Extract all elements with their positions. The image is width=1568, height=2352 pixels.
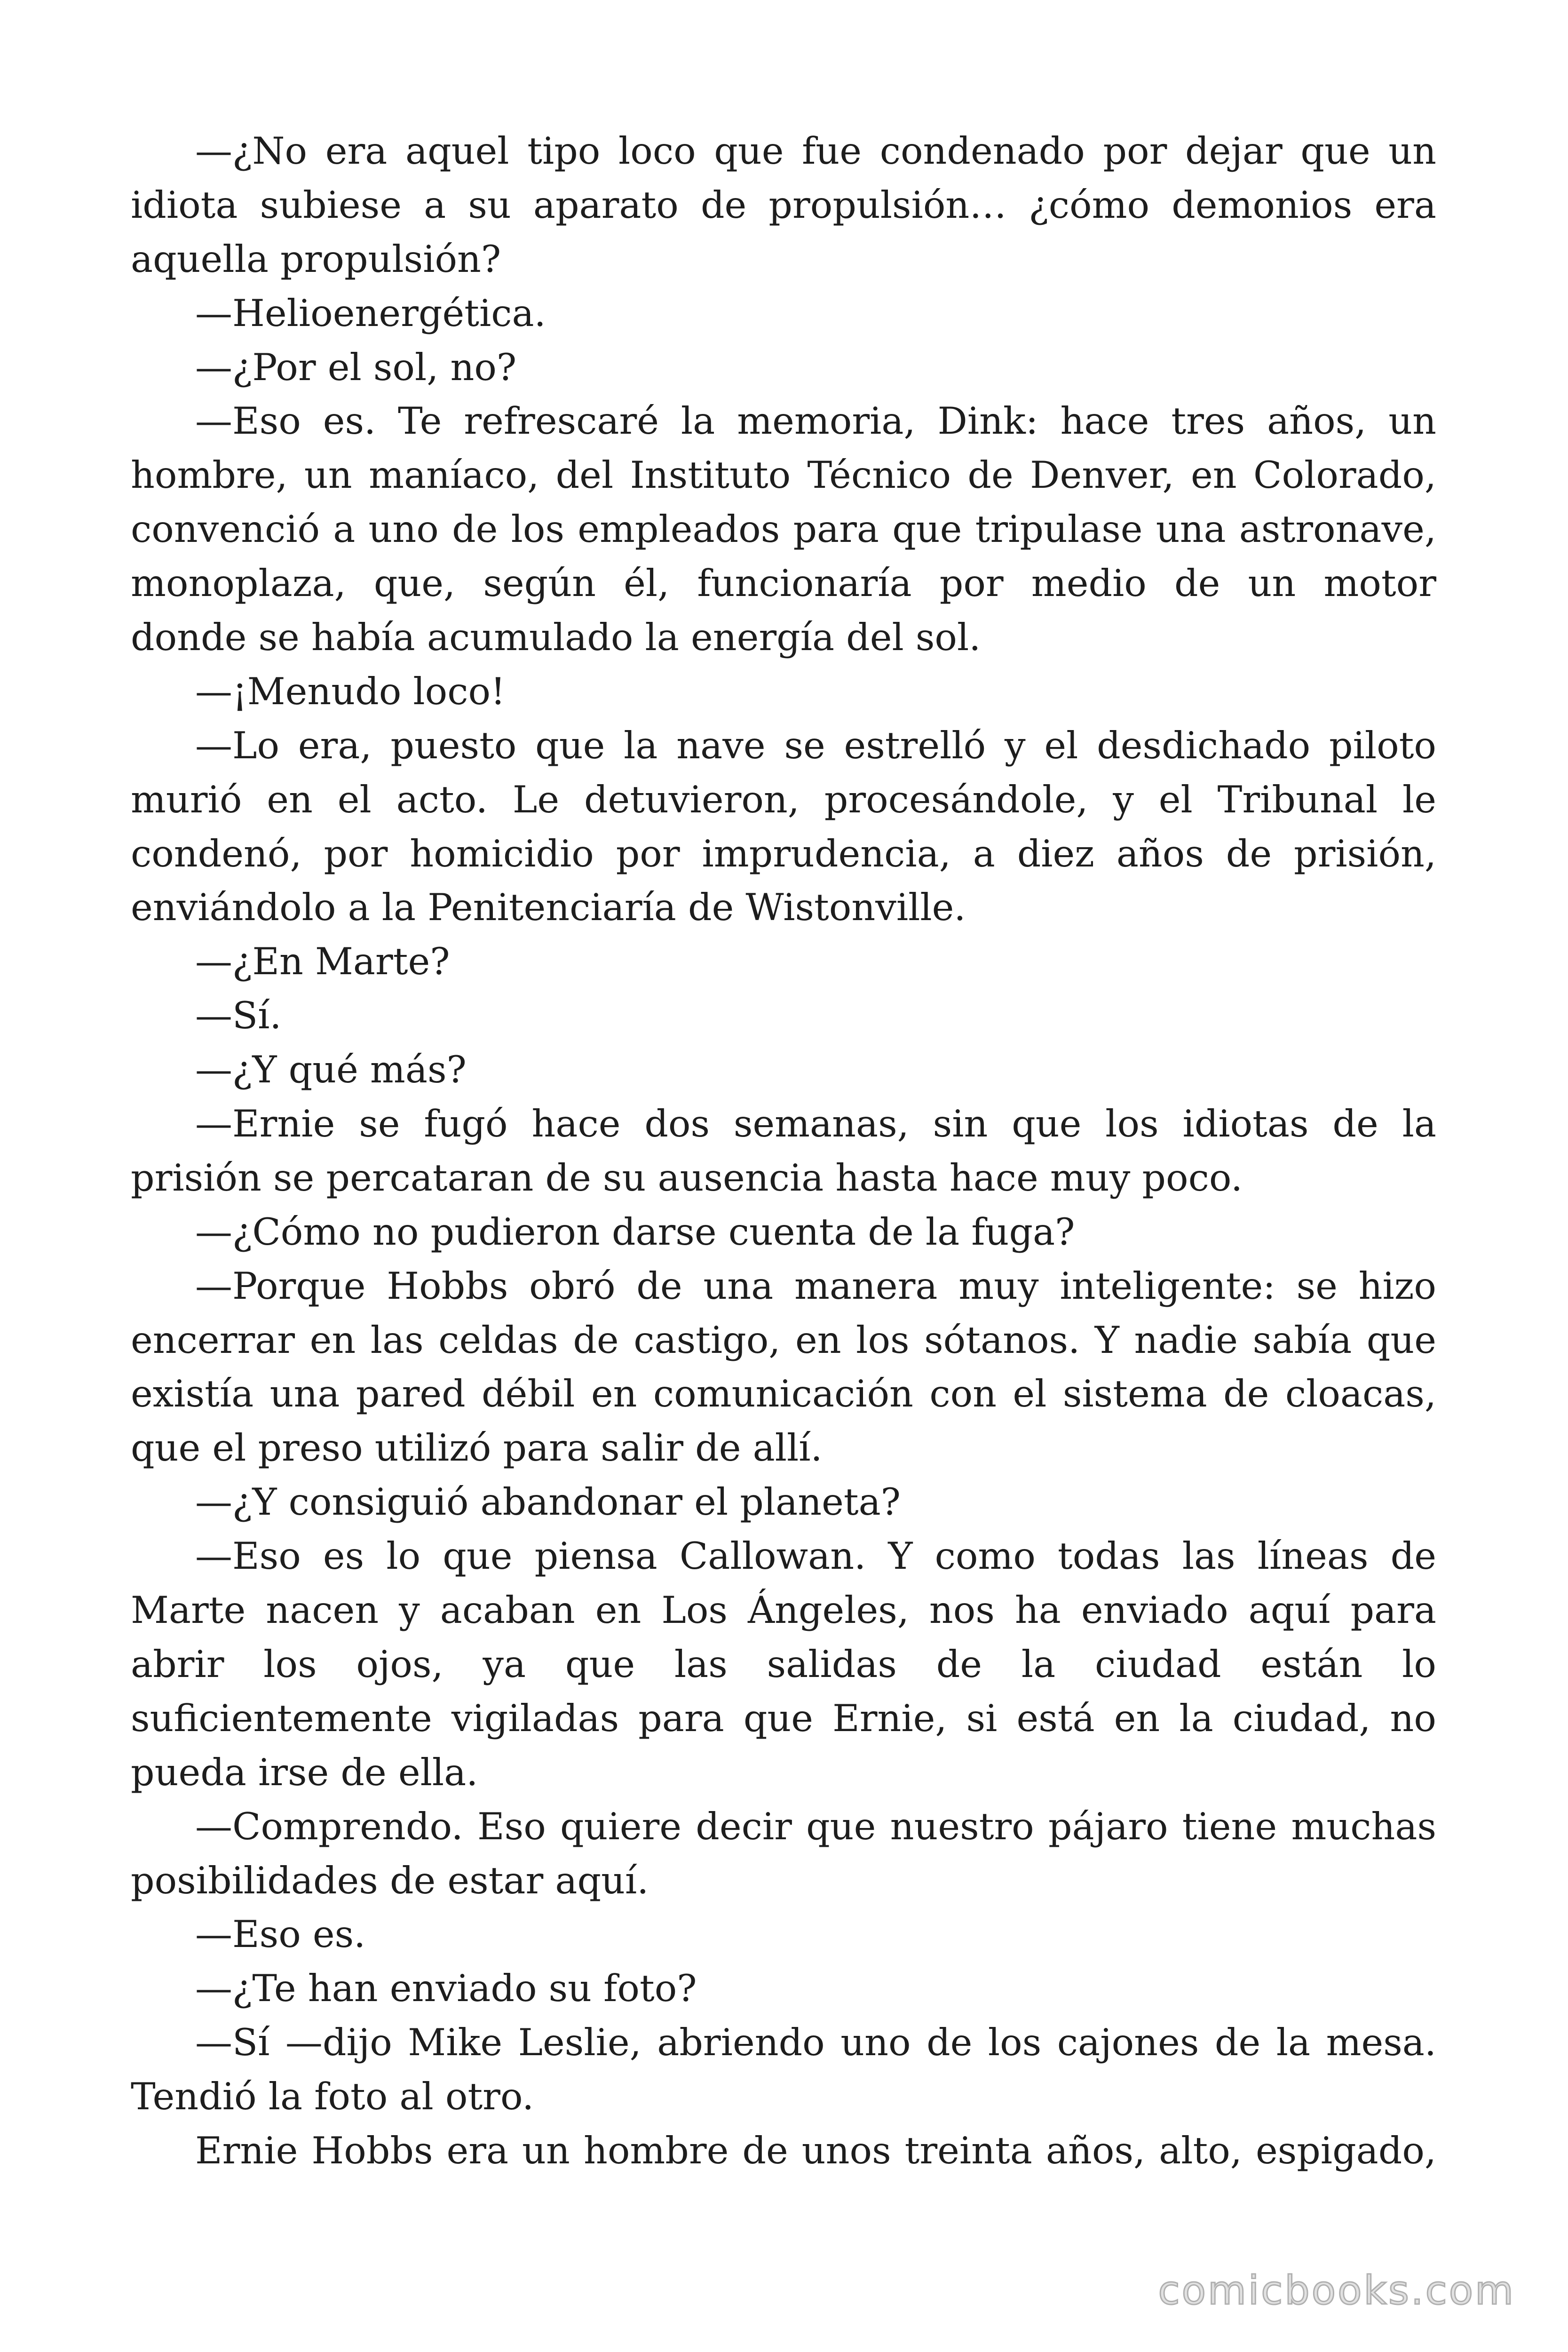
paragraph xyxy=(131,1259,1436,1476)
text-line: aquella propulsión? xyxy=(131,237,501,281)
paragraph xyxy=(131,719,1436,935)
body-text xyxy=(131,124,1436,2178)
text-line: —¿Por el sol, no? xyxy=(195,345,517,389)
text-line: —¿Y qué más? xyxy=(195,1048,467,1092)
text-line: —Ernie se fugó hace dos semanas, sin que los idiotas de la xyxy=(195,1102,1436,1146)
paragraph xyxy=(131,1800,1436,1908)
text-line: Marte nacen y acaban en Los Ángeles, nos ha enviado aquí para xyxy=(131,1589,1436,1632)
text-line: —Comprendo. Eso quiere decir que nuestro pájaro tiene muchas xyxy=(195,1804,1436,1848)
paragraph xyxy=(131,124,1436,286)
text-line: —¡Menudo loco! xyxy=(195,669,506,713)
text-line: existía una pared débil en comunicación con el sistema de cloacas, xyxy=(131,1372,1436,1416)
text-line: Ernie Hobbs era un hombre de unos treinta años, alto, espigado, xyxy=(195,2129,1436,2172)
paragraph xyxy=(131,1907,1436,1962)
text-line: hombre, un maníaco, del Instituto Técnico de Denver, en Colorado, xyxy=(131,453,1436,497)
text-line: enviándolo a la Penitenciaría de Wistonville. xyxy=(131,886,966,930)
text-line: encerrar en las celdas de castigo, en los sótanos. Y nadie sabía que xyxy=(131,1318,1436,1362)
text-line: condenó, por homicidio por imprudencia, a diez años de prisión, xyxy=(131,832,1436,875)
text-line: —Sí —dijo Mike Leslie, abriendo uno de los cajones de la mesa. xyxy=(195,2021,1436,2065)
text-line: murió en el acto. Le detuvieron, procesándole, y el Tribunal le xyxy=(131,778,1436,821)
paragraph xyxy=(131,1097,1436,1205)
paragraph xyxy=(131,1043,1436,1097)
text-line: idiota subiese a su aparato de propulsión… ¿cómo demonios era xyxy=(131,183,1436,227)
text-line: pueda irse de ella. xyxy=(131,1750,478,1794)
paragraph xyxy=(131,394,1436,664)
text-line: —Porque Hobbs obró de una manera muy inteligente: se hizo xyxy=(195,1264,1436,1308)
text-line: —Eso es. xyxy=(195,1913,366,1956)
paragraph xyxy=(131,1529,1436,1799)
text-line: donde se había acumulado la energía del sol. xyxy=(131,616,981,660)
text-line: Tendió la foto al otro. xyxy=(131,2075,534,2119)
text-line: abrir los ojos, ya que las salidas de la ciudad están lo xyxy=(131,1642,1436,1686)
paragraph xyxy=(131,286,1436,341)
text-line: —Lo era, puesto que la nave se estrelló y el desdichado piloto xyxy=(195,723,1436,767)
text-line: posibilidades de estar aquí. xyxy=(131,1859,649,1902)
text-line: —¿Cómo no pudieron darse cuenta de la fuga? xyxy=(195,1210,1075,1254)
text-line: —Helioenergética. xyxy=(195,291,546,335)
paragraph xyxy=(131,665,1436,719)
paragraph xyxy=(131,1962,1436,2016)
paragraph xyxy=(131,989,1436,1043)
text-line: convenció a uno de los empleados para que tripulase una astronave, xyxy=(131,508,1436,551)
text-line: monoplaza, que, según él, funcionaría por medio de un motor xyxy=(131,562,1436,605)
text-line: —¿Y consiguió abandonar el planeta? xyxy=(195,1480,901,1524)
text-line: suficientemente vigiladas para que Ernie, si está en la ciudad, no xyxy=(131,1696,1436,1740)
paragraph xyxy=(131,1475,1436,1529)
text-line: —Eso es. Te refrescaré la memoria, Dink: hace tres años, un xyxy=(195,399,1436,443)
text-line: que el preso utilizó para salir de allí. xyxy=(131,1426,823,1470)
paragraph xyxy=(131,2016,1436,2124)
text-line: —¿En Marte? xyxy=(195,940,450,984)
text-line: —¿Te han enviado su foto? xyxy=(195,1967,697,2010)
paragraph xyxy=(131,2124,1436,2178)
text-line: —Eso es lo que piensa Callowan. Y como todas las líneas de xyxy=(195,1534,1436,1578)
watermark: comicbooks.com xyxy=(1158,2267,1515,2313)
paragraph xyxy=(131,341,1436,395)
text-line: —¿No era aquel tipo loco que fue condenado por dejar que un xyxy=(195,129,1436,173)
text-line: prisión se percataran de su ausencia hasta hace muy poco. xyxy=(131,1156,1243,1200)
paragraph xyxy=(131,1205,1436,1259)
text-line: —Sí. xyxy=(195,994,282,1038)
paragraph xyxy=(131,935,1436,989)
